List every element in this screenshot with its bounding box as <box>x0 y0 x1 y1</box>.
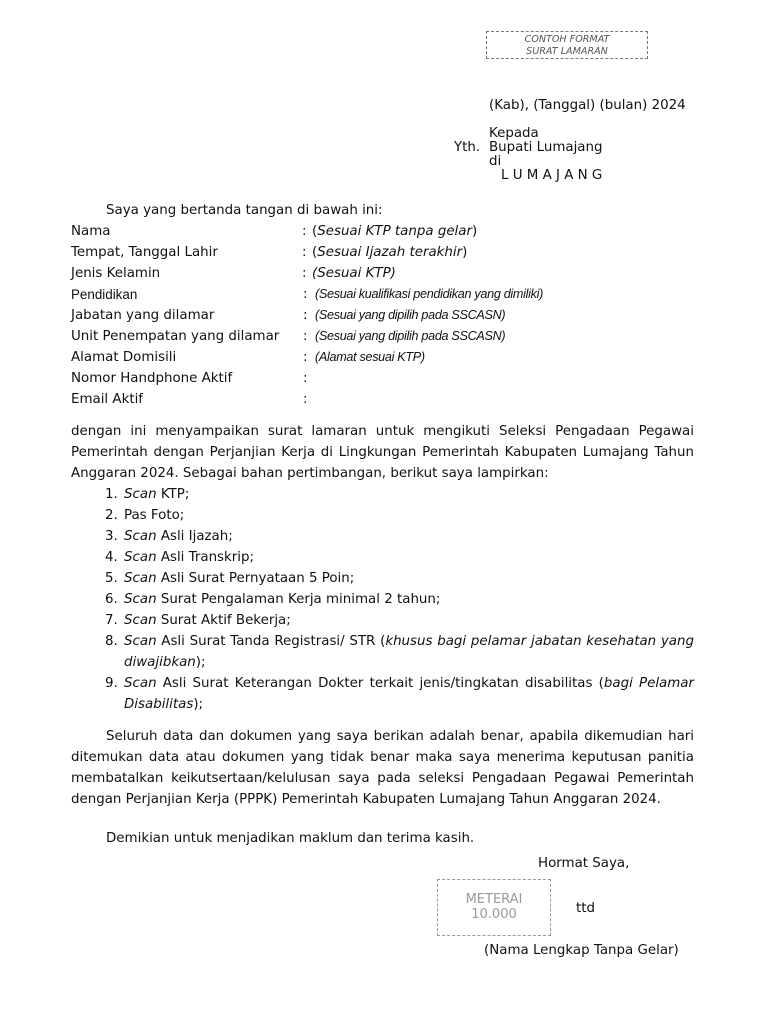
list-text: Pas Foto; <box>124 508 185 523</box>
field-label: Tempat, Tanggal Lahir <box>71 245 218 260</box>
list-text: Surat Aktif Bekerja; <box>156 613 291 628</box>
list-text: Asli Surat Tanda Registrasi/ STR ( <box>156 634 386 649</box>
field-colon: : <box>303 350 308 365</box>
field-row-alamat <box>71 350 711 371</box>
scan-word: Scan <box>124 634 157 649</box>
field-value: (Alamat sesuai KTP) <box>315 350 425 364</box>
scan-word: Scan <box>124 592 157 607</box>
scan-word: Scan <box>124 487 157 502</box>
meterai-value: 10.000 <box>471 907 517 922</box>
list-number: 4. <box>105 550 118 565</box>
field-value-open: ( <box>312 224 318 239</box>
list-number: 7. <box>105 613 118 628</box>
field-label: Jenis Kelamin <box>71 266 161 281</box>
field-row-handphone <box>71 371 711 392</box>
list-tail: ); <box>195 655 206 670</box>
list-number: 5. <box>105 571 118 586</box>
field-value: Sesuai Ijazah terakhir <box>317 245 463 260</box>
field-value-open: ( <box>312 245 318 260</box>
field-colon: : <box>303 392 308 407</box>
list-text-wrap <box>124 568 694 589</box>
signature-greeting: Hormat Saya, <box>538 856 630 871</box>
list-number: 6. <box>105 592 118 607</box>
list-number: 3. <box>105 529 118 544</box>
field-row-pendidikan <box>71 287 711 308</box>
list-tail: ); <box>193 697 204 712</box>
scan-word: Scan <box>124 571 157 586</box>
list-text-wrap <box>124 505 694 526</box>
list-text: Asli Ijazah; <box>156 529 233 544</box>
field-colon: : <box>303 371 308 386</box>
list-text: Asli Transkrip; <box>156 550 255 565</box>
date-line: (Kab), (Tanggal) (bulan) 2024 <box>489 98 686 113</box>
signature-name: (Nama Lengkap Tanpa Gelar) <box>484 943 679 958</box>
field-colon: : <box>303 308 308 323</box>
field-label: Jabatan yang dilamar <box>71 308 215 323</box>
field-row-unit <box>71 329 711 350</box>
list-text-wrap <box>124 589 694 610</box>
recipient-kepada: Kepada <box>489 126 539 141</box>
field-value: (Sesuai kualifikasi pendidikan yang dimiliki) <box>315 287 543 301</box>
field-row-jabatan <box>71 308 711 329</box>
recipient-di: di <box>489 154 502 169</box>
list-note: khusus bagi pelamar jabatan kesehatan yang diwajibkan <box>124 634 694 670</box>
recipient-yth: Yth. <box>454 140 481 155</box>
recipient-city: L U M A J A N G <box>501 168 603 183</box>
field-value: (Sesuai yang dipilih pada SSCASN) <box>315 308 506 322</box>
field-label: Nomor Handphone Aktif <box>71 371 233 386</box>
list-number: 1. <box>105 487 118 502</box>
field-value-wrap <box>312 245 467 260</box>
list-text-wrap <box>124 673 694 715</box>
list-number: 8. <box>105 634 118 649</box>
list-text: Asli Surat Pernyataan 5 Poin; <box>156 571 355 586</box>
list-text-wrap <box>124 631 694 673</box>
intro-text: Saya yang bertanda tangan di bawah ini: <box>106 203 383 218</box>
recipient-name: Bupati Lumajang <box>489 140 603 155</box>
meterai-stamp <box>437 879 551 936</box>
list-text-wrap <box>124 547 694 568</box>
list-number: 9. <box>105 676 118 691</box>
signature-ttd: ttd <box>576 901 596 916</box>
field-colon: : <box>303 287 308 302</box>
list-text: Asli Surat Keterangan Dokter terkait jenis/tingkatan disabilitas ( <box>156 676 604 691</box>
field-colon: : <box>302 224 307 239</box>
closing-text: Demikian untuk menjadikan maklum dan terima kasih. <box>106 831 475 846</box>
paragraph-declaration: Seluruh data dan dokumen yang saya berikan adalah benar, apabila dikemudian hari ditemukan data atau dokumen yang tidak benar maka saya menerima keputusan panitia membatalkan keikutsertaan/kelulusan saya pada seleksi Pengadaan Pegawai Pemerintah dengan Perjanjian Kerja (PPPK) Pemerintah Kabupaten Lumajang Tahun Anggaran 2024. <box>71 729 694 807</box>
stamp-line-2: SURAT LAMARAN <box>526 45 608 57</box>
list-number: 2. <box>105 508 118 523</box>
list-note: bagi Pelamar Disabilitas <box>124 676 694 712</box>
scan-word: Scan <box>124 676 157 691</box>
field-row-email <box>71 392 711 413</box>
field-label: Unit Penempatan yang dilamar <box>71 329 280 344</box>
field-colon: : <box>302 266 307 281</box>
list-text: KTP; <box>156 487 190 502</box>
field-value: (Sesuai KTP) <box>312 266 396 281</box>
list-text-wrap <box>124 484 694 505</box>
field-label: Pendidikan <box>71 287 138 302</box>
field-row-nama <box>71 224 711 245</box>
format-stamp <box>486 31 648 59</box>
list-text-wrap <box>124 610 694 631</box>
field-value-wrap <box>312 224 477 239</box>
field-label: Alamat Domisili <box>71 350 177 365</box>
field-colon: : <box>302 245 307 260</box>
paragraph-application: dengan ini menyampaikan surat lamaran untuk mengikuti Seleksi Pengadaan Pegawai Pemerintah dengan Perjanjian Kerja di Lingkungan Pemerintah Kabupaten Lumajang Tahun Anggaran 2024. Sebagai bahan pertimbangan, berikut saya lampirkan: <box>71 424 694 481</box>
stamp-line-1: CONTOH FORMAT <box>524 34 610 45</box>
field-value-close: ) <box>472 224 478 239</box>
scan-word: Scan <box>124 529 157 544</box>
field-row-jenis-kelamin <box>71 266 711 287</box>
field-colon: : <box>303 329 308 344</box>
field-value: Sesuai KTP tanpa gelar <box>317 224 472 239</box>
scan-word: Scan <box>124 613 157 628</box>
list-text-wrap <box>124 526 694 547</box>
field-value-close: ) <box>462 245 468 260</box>
list-text: Surat Pengalaman Kerja minimal 2 tahun; <box>156 592 441 607</box>
field-row-ttl <box>71 245 711 266</box>
meterai-label: METERAI <box>465 892 523 907</box>
scan-word: Scan <box>124 550 157 565</box>
field-label: Email Aktif <box>71 392 144 407</box>
field-value: (Sesuai yang dipilih pada SSCASN) <box>315 329 506 343</box>
field-label: Nama <box>71 224 111 239</box>
